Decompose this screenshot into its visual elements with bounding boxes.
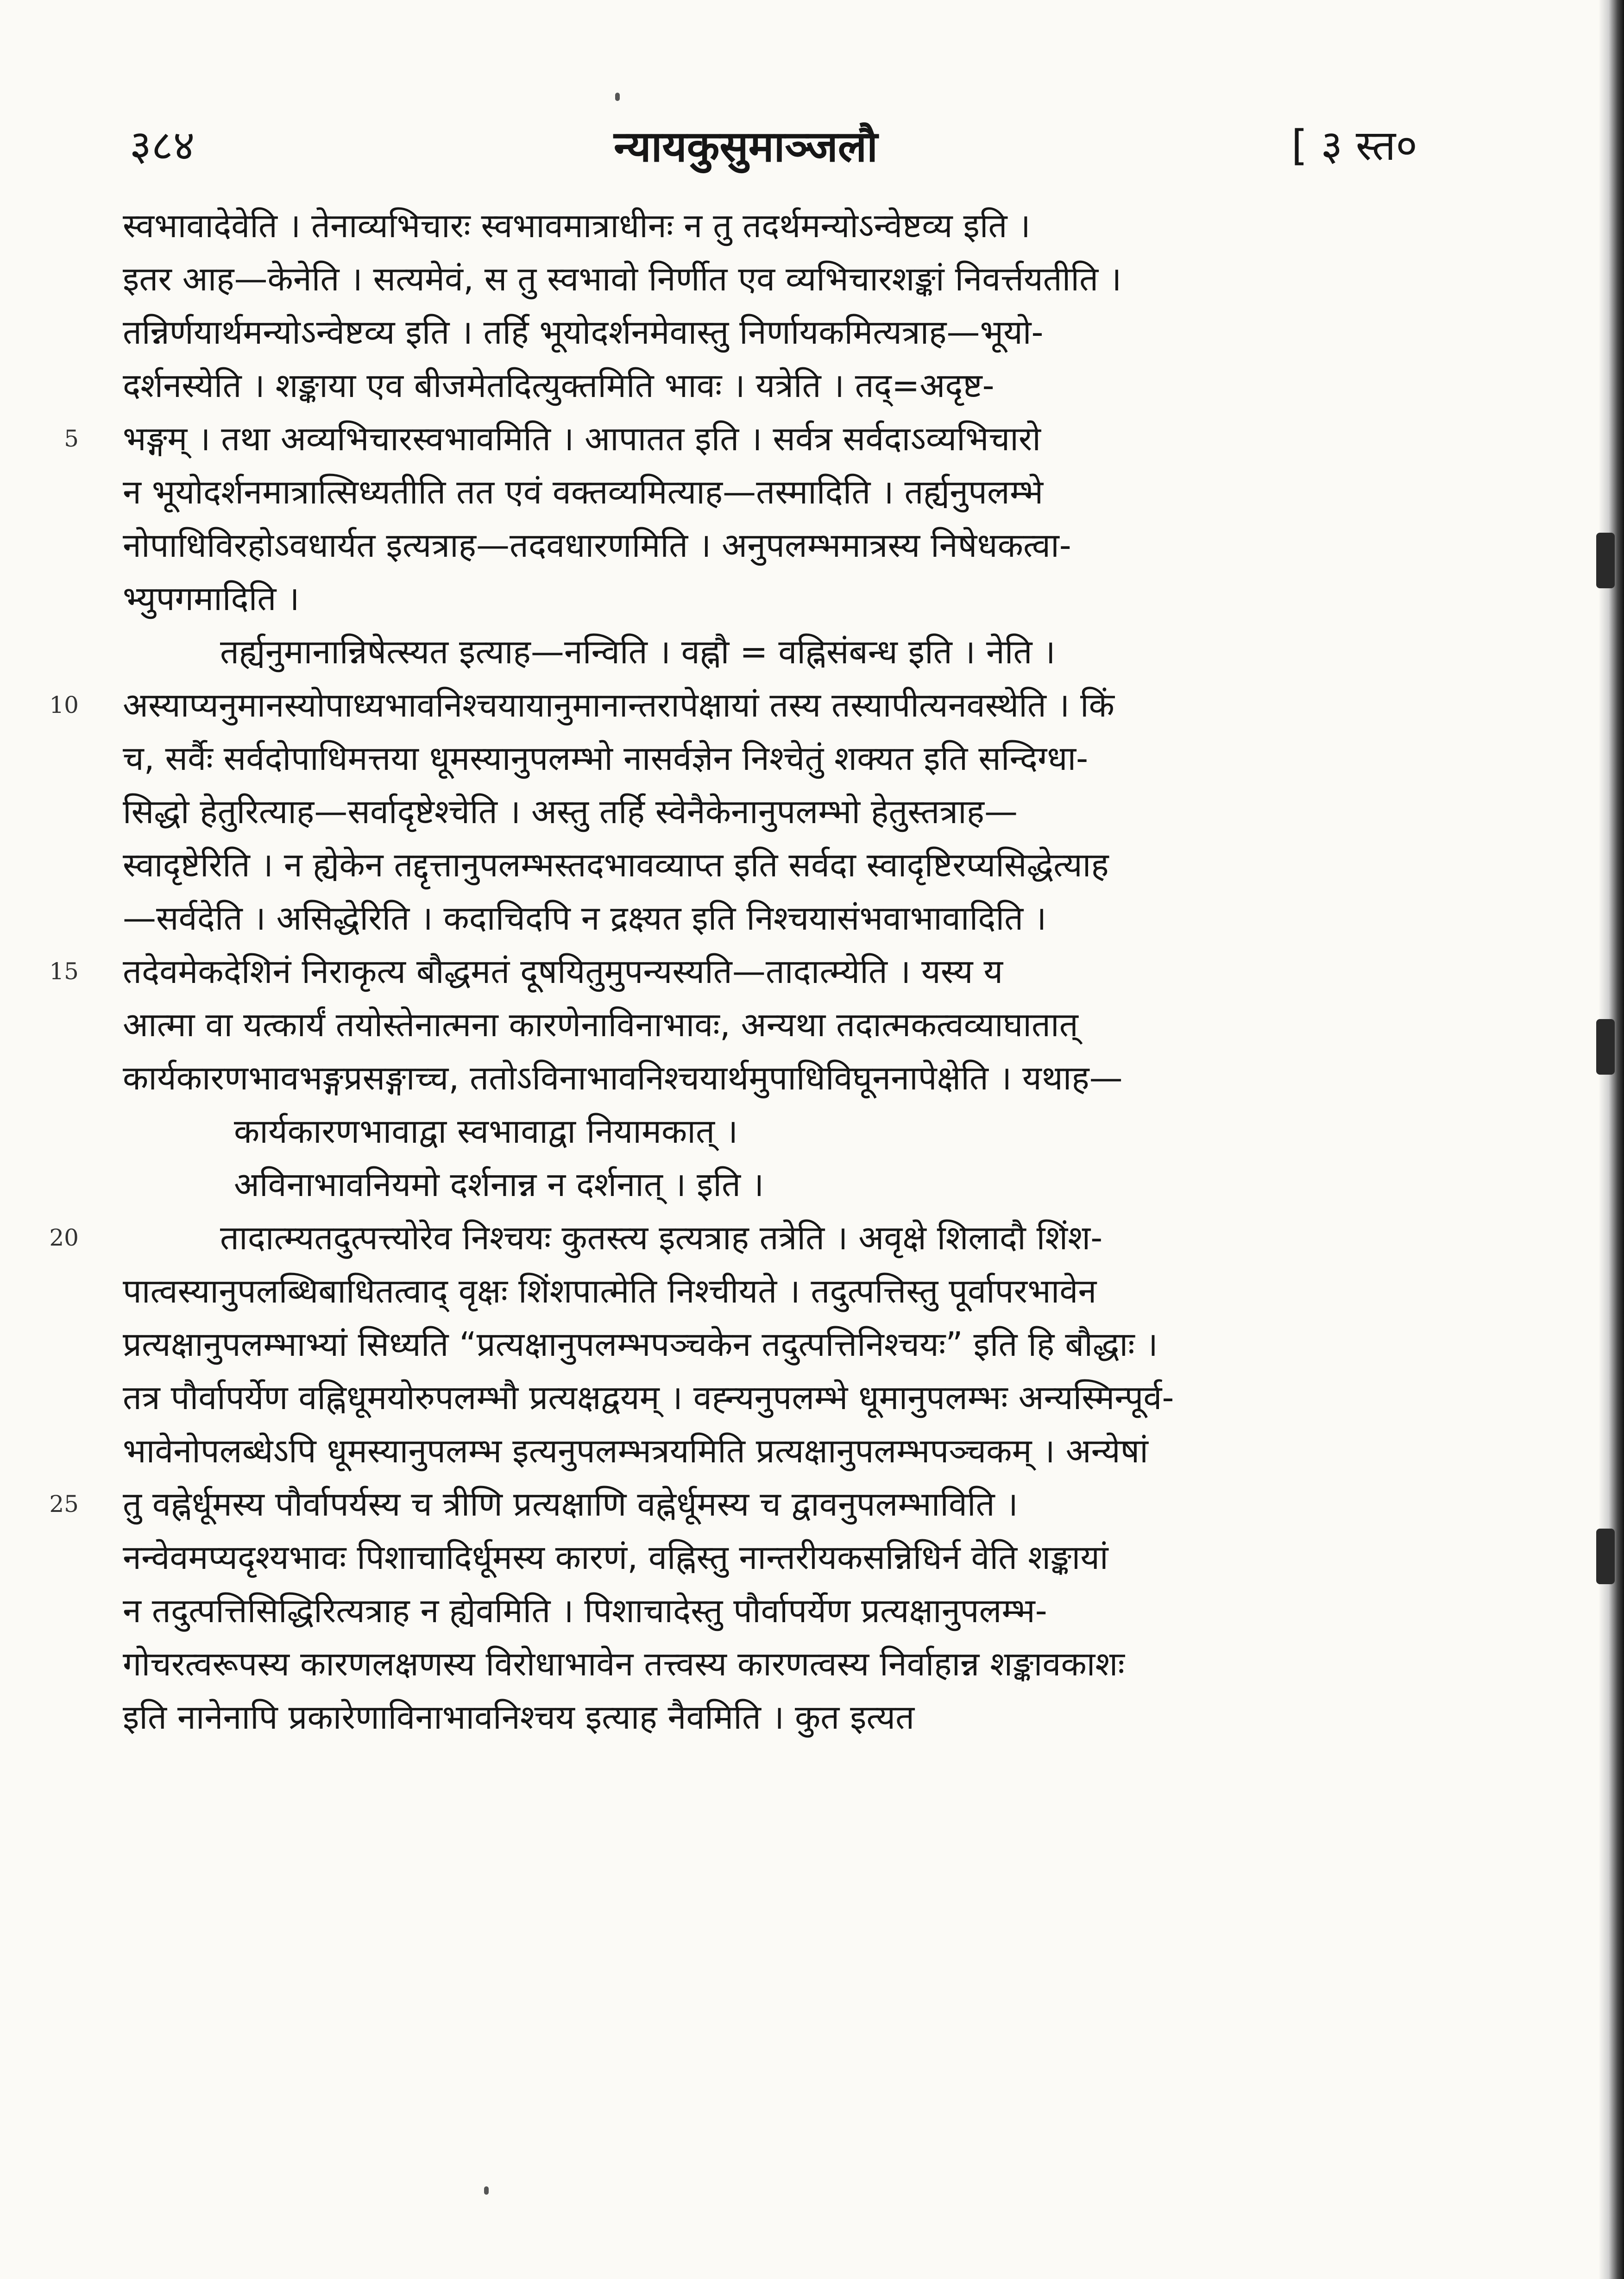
line-text: स्वभावादेवेति । तेनाव्यभिचारः स्वभावमात्राधीनः न तु तदर्थमन्योऽन्वेष्टव्य इति । — [123, 206, 1031, 245]
section-marker: [ ३ स्त० — [1291, 121, 1417, 170]
text-line — [123, 252, 1401, 306]
binding-mark — [1596, 533, 1615, 588]
text-line — [49, 679, 1401, 732]
binding-edge-shadow — [1599, 0, 1624, 2279]
line-text: —सर्वदेति । असिद्धेरिति । कदाचिदपि न द्रक्ष्यत इति निश्चयासंभवाभावादिति । — [123, 899, 1047, 938]
line-text: न तदुत्पत्तिसिद्धिरित्यत्राह न ह्येवमिति । पिशाचादेस्तु पौर्वापर्येण प्रत्यक्षानुपलम्भ- — [123, 1591, 1047, 1630]
text-line — [123, 199, 1401, 252]
line-text: च, सर्वैः सर्वदोपाधिमत्तया धूमस्यानुपलम्भो नासर्वज्ञेन निश्चेतुं शक्यत इति सन्दिग्धा- — [123, 739, 1089, 778]
binding-mark — [1596, 1529, 1615, 1584]
line-text: नन्वेवमप्यदृश्यभावः पिशाचादिर्धूमस्य कारणं, वह्निस्तु नान्तरीयकसन्निधिर्न वेति शङ्कायां — [123, 1538, 1108, 1577]
line-text: अविनाभावनियमो दर्शनान्न न दर्शनात् । इति । — [234, 1165, 764, 1204]
page-number: ३८४ — [130, 121, 195, 170]
text-line — [123, 1424, 1401, 1478]
commentary-text — [49, 199, 1401, 1744]
line-number: 15 — [49, 958, 79, 985]
line-text: तन्निर्णयार्थमन्योऽन्वेष्टव्य इति । तर्हि भूयोदर्शनमेवास्तु निर्णायकमित्यत्राह—भूयो- — [123, 313, 1044, 352]
line-text: दर्शनस्येति । शङ्काया एव बीजमेतदित्युक्तमिति भावः । यत्रेति । तद्=अदृष्ट- — [123, 366, 995, 405]
text-line — [123, 1318, 1401, 1371]
text-line — [123, 625, 1401, 679]
text-line — [123, 892, 1401, 945]
text-line — [123, 466, 1401, 519]
text-line — [64, 412, 1401, 466]
line-text: स्वादृष्टेरिति । न ह्येकेन तद्दृत्तानुपलम्भस्तदभावव्याप्त इति सर्वदा स्वादृष्टिरप्यसिद्धेत्याह — [123, 845, 1109, 884]
text-line — [123, 838, 1401, 892]
line-text: इति नानेनापि प्रकारेणाविनाभावनिश्चय इत्याह नैवमिति । कुत इत्यत — [123, 1698, 915, 1737]
running-title: न्यायकुसुमाञ्जलौ — [614, 122, 878, 171]
page-header — [74, 116, 1417, 176]
binding-mark — [1596, 1019, 1615, 1075]
text-line — [123, 306, 1401, 359]
text-line — [123, 1584, 1401, 1637]
line-text: प्रत्यक्षानुपलम्भाभ्यां सिध्यति “प्रत्यक्षानुपलम्भपञ्चकेन तदुत्पत्तिनिश्चयः” इति हि बौद्धाः । — [123, 1325, 1158, 1364]
text-line — [123, 572, 1401, 625]
text-line — [123, 519, 1401, 572]
text-line — [123, 732, 1401, 785]
line-number: 5 — [64, 425, 79, 452]
line-text: आत्मा वा यत्कार्यं तयोस्तेनात्मना कारणेनाविनाभावः, अन्यथा तदात्मकत्वव्याघातात् — [123, 1005, 1078, 1044]
text-line — [49, 1478, 1401, 1531]
text-line — [123, 998, 1401, 1051]
line-number: 20 — [49, 1224, 79, 1251]
line-number: 25 — [49, 1491, 79, 1517]
line-text: तत्र पौर्वापर्येण वह्निधूमयोरुपलम्भौ प्रत्यक्षद्वयम् । वह्न्यनुपलम्भे धूमानुपलम्भः अन्यस्मिन्पूर्व- — [123, 1378, 1174, 1417]
line-text: न भूयोदर्शनमात्रात्सिध्यतीति तत एवं वक्तव्यमित्याह—तस्मादिति । तर्ह्यनुपलम्भे — [123, 472, 1044, 511]
text-line — [49, 945, 1401, 998]
print-speck — [484, 2186, 489, 2195]
line-text: तर्ह्यनुमानान्निषेत्स्यत इत्याह—नन्विति । वह्नौ = वह्निसंबन्ध इति । नेति । — [220, 632, 1056, 671]
text-line — [123, 1371, 1401, 1424]
line-text: गोचरत्वरूपस्य कारणलक्षणस्य विरोधाभावेन तत्त्वस्य कारणत्वस्य निर्वाहान्न शङ्कावकाशः — [123, 1644, 1125, 1683]
line-text: तदेवमेकदेशिनं निराकृत्य बौद्धमतं दूषयितुमुपन्यस्यति—तादात्म्येति । यस्य य — [123, 952, 1003, 991]
print-speck — [615, 93, 620, 101]
line-text: कार्यकारणभावाद्वा स्वभावाद्वा नियामकात् । — [234, 1112, 738, 1151]
line-text: सिद्धो हेतुरित्याह—सर्वादृष्टेश्चेति । अस्तु तर्हि स्वेनैकेनानुपलम्भो हेतुस्तत्राह— — [123, 792, 1018, 831]
text-line — [123, 1691, 1401, 1744]
text-line — [123, 785, 1401, 838]
line-text: नोपाधिविरहोऽवधार्यत इत्यत्राह—तदवधारणमिति । अनुपलम्भमात्रस्य निषेधकत्वा- — [123, 526, 1071, 565]
line-text: भ्युपगमादिति । — [123, 579, 300, 618]
line-text: पात्वस्यानुपलब्धिबाधितत्वाद् वृक्षः शिंशपात्मेति निश्चीयते । तदुत्पत्तिस्तु पूर्वापरभावेन — [123, 1272, 1097, 1310]
text-line — [123, 1051, 1401, 1105]
text-line — [123, 1158, 1401, 1211]
line-number: 10 — [49, 692, 79, 718]
line-text: भावेनोपलब्धेऽपि धूमस्यानुपलम्भ इत्यनुपलम्भत्रयमिति प्रत्यक्षानुपलम्भपञ्चकम् । अन्येषां — [123, 1431, 1148, 1470]
text-line — [123, 1531, 1401, 1584]
text-line — [123, 359, 1401, 412]
text-line — [123, 1105, 1401, 1158]
line-text: अस्याप्यनुमानस्योपाध्यभावनिश्चयायानुमानान्तरापेक्षायां तस्य तस्यापीत्यनवस्थेति । किं — [123, 686, 1114, 724]
text-line — [123, 1265, 1401, 1318]
line-text: कार्यकारणभावभङ्गप्रसङ्गाच्च, ततोऽविनाभावनिश्चयार्थमुपाधिविघूननापेक्षेति । यथाह— — [123, 1058, 1123, 1097]
text-line — [123, 1637, 1401, 1691]
line-text: तु वह्नेर्धूमस्य पौर्वापर्यस्य च त्रीणि प्रत्यक्षाणि वह्नेर्धूमस्य च द्वावनुपलम्भाविति । — [123, 1485, 1018, 1524]
line-text: तादात्म्यतदुत्पत्त्योरेव निश्चयः कुतस्त्य इत्यत्राह तत्रेति । अवृक्षे शिलादौ शिंश- — [220, 1218, 1103, 1257]
line-text: इतर आह—केनेति । सत्यमेवं, स तु स्वभावो निर्णीत एव व्यभिचारशङ्कां निवर्त्तयतीति । — [123, 259, 1122, 298]
line-text: भङ्गम् । तथा अव्यभिचारस्वभावमिति । आपातत इति । सर्वत्र सर्वदाऽव्यभिचारो — [123, 419, 1041, 458]
text-line — [49, 1211, 1401, 1265]
